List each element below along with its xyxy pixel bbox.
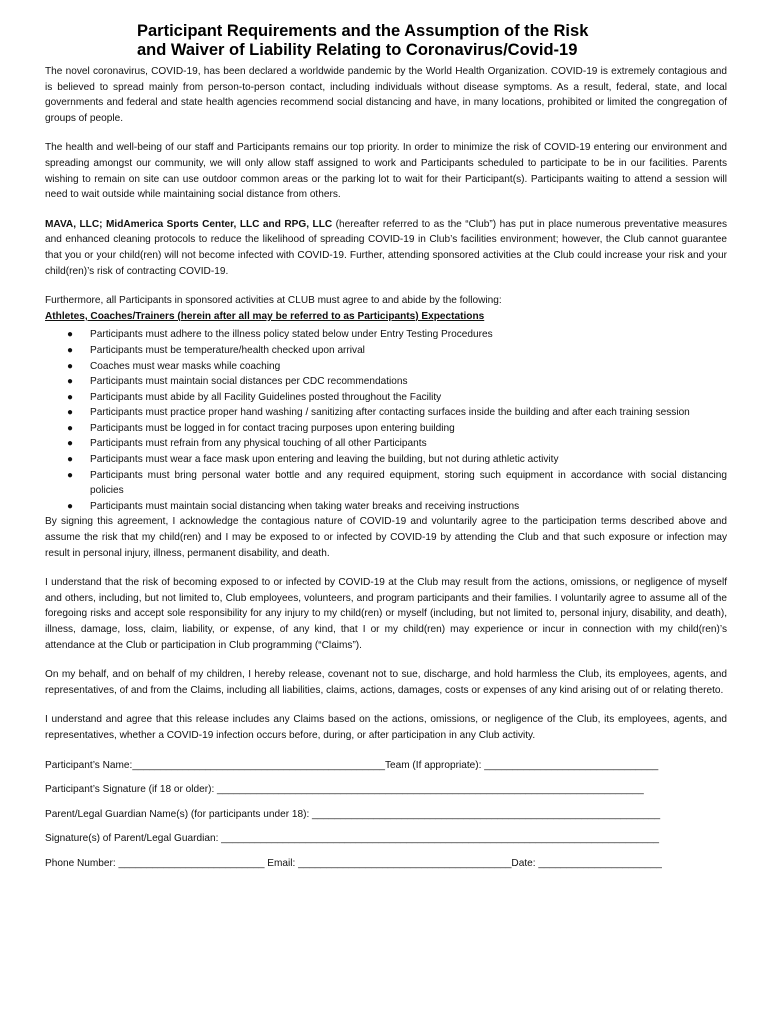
bullet-icon: ●: [67, 500, 74, 512]
health-paragraph: The health and well-being of our staff and Participants remains our top priority. In order to minimize the risk of COVID-19 entering our environment and spreading amongst our community, we will only allow staff assigned to work and Participants scheduled to participate to be in our facilities. Parents wishing to remain on site can use outdoor common areas or the parking lot to wait for their Participant(s). Participants waiting to attend a session will need to wait outside while maintaining social distance from others.: [45, 142, 727, 201]
bullet-icon: ●: [67, 454, 74, 466]
list-item: ● Participants must maintain social distances per CDC recommendations: [45, 374, 727, 390]
bullet-icon: ●: [67, 438, 74, 450]
expectations-list: [45, 327, 727, 514]
contact-info-field[interactable]: Phone Number: __________________________ Email: ______________________________________Date: ______________________: [45, 857, 662, 869]
bullet-icon: ●: [67, 360, 74, 372]
signing-paragraph: By signing this agreement, I acknowledge the contagious nature of COVID-19 and voluntarily agree to the participation terms described above and assume the risk that my child(ren) and I may be exposed to or infected by COVID-19 by attending the Club and that such exposure or infection may result in personal injury, illness, permanent disability, and death.: [45, 516, 727, 559]
list-item: ● Participants must refrain from any physical touching of all other Participants: [45, 436, 727, 452]
list-item: ● Participants must wear a face mask upon entering and leaving the building, but not during athletic activity: [45, 452, 727, 468]
waiver-document: [45, 22, 727, 881]
list-item: ● Participants must practice proper hand washing / sanitizing after contacting surfaces inside the building and after each training session: [45, 405, 727, 421]
club-paragraph-text: (hereafter referred to as the “Club”) has put in place numerous preventative measures and enhanced cleaning protocols to reduce the likelihood of spreading COVID-19 in Club’s facilities environment; however, the Club cannot guarantee that you or your child(ren) will not become infected with COVID-19. Further, attending sponsored activities at the Club could increase your risk and your child(ren)’s risk of contracting COVID-19.: [45, 218, 727, 277]
release-scope-paragraph: I understand and agree that this release includes any Claims based on the actions, omissions, or negligence of the Club, its employees, agents, and representatives, whether a COVID-19 infection occurs before, during, or after participation in any Club activity.: [45, 714, 727, 741]
list-item: ● Participants must be temperature/health checked upon arrival: [45, 343, 727, 359]
bullet-icon: ●: [67, 422, 74, 434]
title-line-1: Participant Requirements and the Assumption of the Risk: [137, 22, 589, 40]
list-item: ● Participants must adhere to the illness policy stated below under Entry Testing Procedures: [45, 327, 727, 343]
guardian-name-field[interactable]: Parent/Legal Guardian Name(s) (for participants under 18): ______________________________________________________________: [45, 808, 661, 820]
title-line-2: and Waiver of Liability Relating to Coronavirus/Covid-19: [137, 41, 578, 59]
intro-paragraph: The novel coronavirus, COVID-19, has been declared a worldwide pandemic by the World Health Organization. COVID-19 is extremely contagious and is believed to spread mainly from person-to-person contact, including individuals without disease symptoms. As a result, federal, state, and local governments and federal and state health agencies recommend social distancing and have, in many locations, prohibited or limited the congregation of groups of people.: [45, 66, 727, 124]
bullet-icon: ●: [67, 344, 74, 356]
furthermore-paragraph: Furthermore, all Participants in sponsored activities at CLUB must agree to and abide by the following:: [45, 295, 502, 307]
club-paragraph: [45, 217, 727, 279]
guardian-signature-field[interactable]: Signature(s) of Parent/Legal Guardian: ______________________________________________________________________________: [45, 833, 660, 845]
bullet-icon: ●: [67, 376, 74, 388]
risk-paragraph: I understand that the risk of becoming exposed to or infected by COVID-19 at the Club may result from the actions, omissions, or negligence of myself and others, including, but not limited to, Club employees, volunteers, and program participants and their families. I voluntarily agree to assume all of the foregoing risks and accept sole responsibility for any injury to my child(ren) or myself (including, but not limited to, personal injury, disability, and death), illness, damage, loss, claim, liability, or expense, of any kind, that I or my child(ren) may experience or incur in connection with my child(ren)’s attendance at the Club or participation in Club programming (“Claims”).: [45, 577, 727, 651]
participant-name-field[interactable]: Participant’s Name:_____________________________________________Team (If appropriate): _______________________________: [45, 759, 659, 771]
bullet-icon: ●: [67, 407, 74, 419]
expectations-heading: Athletes, Coaches/Trainers (herein after all may be referred to as Participants) Expectations: [45, 310, 485, 322]
club-names: MAVA, LLC; MidAmerica Sports Center, LLC and RPG, LLC: [45, 218, 333, 230]
list-item: ● Participants must abide by all Facility Guidelines posted throughout the Facility: [45, 390, 727, 406]
list-item: ● Participants must bring personal water bottle and any required equipment, storing such equipment in accordance with social distancing policies: [67, 469, 727, 497]
list-item: ● Participants must be logged in for contact tracing purposes upon entering building: [45, 421, 727, 437]
bullet-icon: ●: [67, 391, 74, 403]
document-title: [137, 22, 727, 60]
release-covenant-paragraph: On my behalf, and on behalf of my children, I hereby release, covenant not to sue, discharge, and hold harmless the Club, its employees, agents, and representatives, of and from the Claims, including all liabilities, claims, actions, damages, costs or expenses of any kind arising out of or relating thereto.: [45, 669, 727, 696]
participant-signature-field[interactable]: Participant’s Signature (if 18 or older): ____________________________________________________________________________: [45, 784, 644, 796]
list-item: ● Participants must maintain social distancing when taking water breaks and receiving instructions: [45, 499, 727, 515]
bullet-icon: ●: [67, 329, 74, 341]
list-item: ● Coaches must wear masks while coaching: [45, 359, 727, 375]
bullet-icon: ●: [67, 469, 74, 481]
